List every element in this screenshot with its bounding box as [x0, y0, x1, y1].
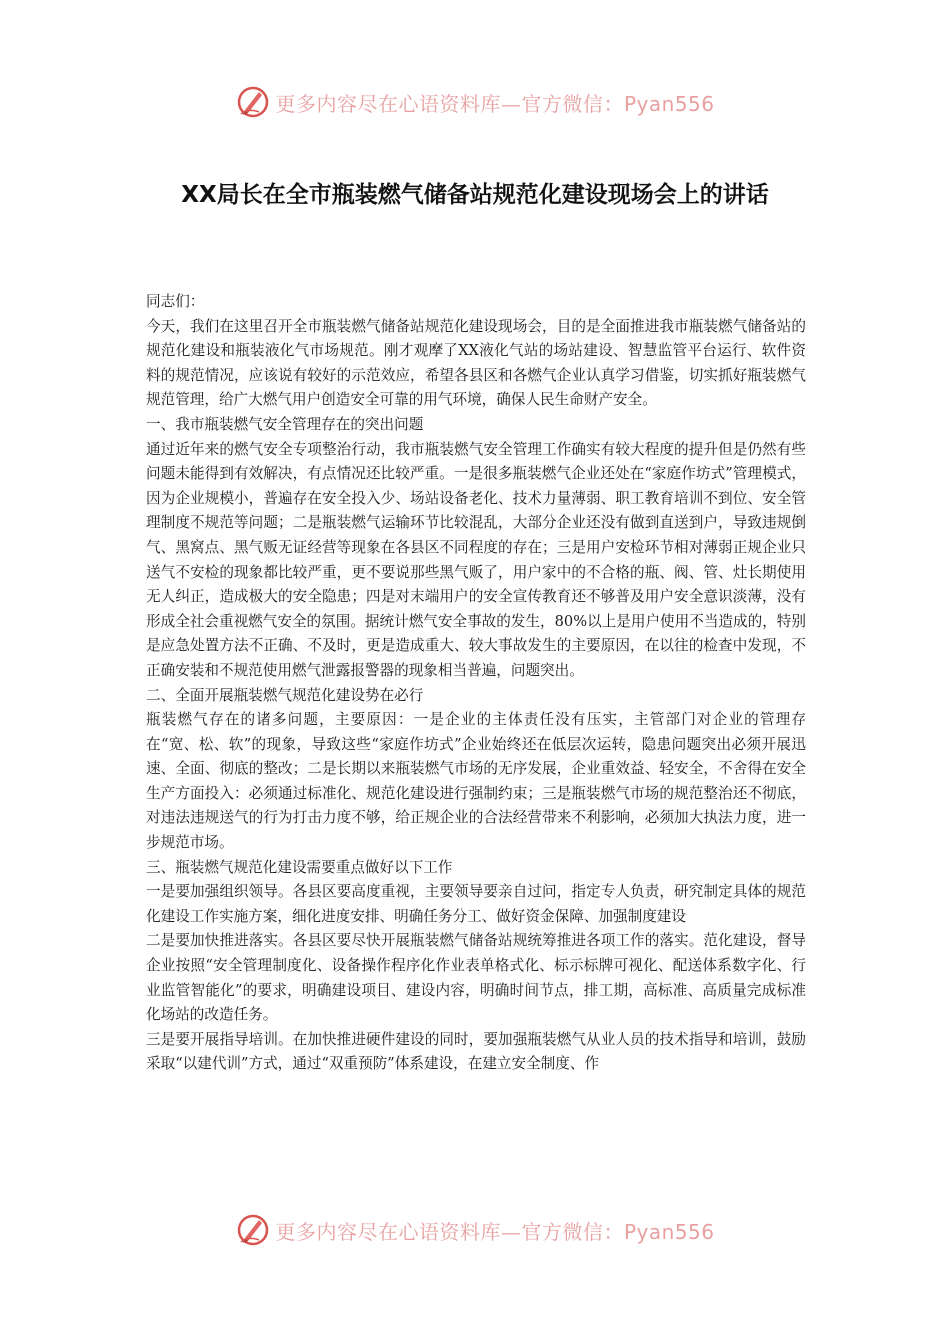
paragraph-task-2: 二是要加快推进落实。各县区要尽快开展瓶装燃气储备站规统筹推进各项工作的落实。范化建设，督导企业按照“安全管理制度化、设备操作程序化作业表单格式化、标示标牌可视化、配送体系数字化、行业监管智能化”的要求，明确建设项目、建设内容，明确时间节点，排工期，高标准、高质量完成标准化场站的改造任务。	[146, 932, 806, 1024]
pen-logo-icon	[235, 1212, 271, 1248]
document-title: XX局长在全市瓶装燃气储备站规范化建设现场会上的讲话	[181, 182, 769, 208]
banner-text	[275, 1216, 714, 1245]
banner-label: 更多内容尽在心语资料库—官方微信：	[275, 91, 624, 116]
header-banner	[0, 82, 950, 122]
paragraph-task-3: 三是要开展指导培训。在加快推进硬件建设的同时，要加强瓶装燃气从业人员的技术指导和培训，鼓励采取“以建代训”方式，通过“双重预防”体系建设，在建立安全制度、作	[146, 1030, 806, 1073]
pen-logo-icon	[235, 84, 271, 120]
section-heading-1: 一、我市瓶装燃气安全管理存在的突出问题	[146, 415, 424, 433]
banner-label: 更多内容尽在心语资料库—官方微信：	[275, 1219, 624, 1244]
banner-text	[275, 88, 714, 117]
paragraph-problems: 通过近年来的燃气安全专项整治行动，我市瓶装燃气安全管理工作确实有较大程度的提升但是仍然有些问题未能得到有效解决，有点情况还比较严重。一是很多瓶装燃气企业还处在“家庭作坊式”管理模式，因为企业规模小，普遍存在安全投入少、场站设备老化、技术力量薄弱、职工教育培训不到位、安全管理制度不规范等问题；二是瓶装燃气运输环节比较混乱，大部分企业还没有做到直送到户，导致违规倒气、黑窝点、黑气贩无证经营等现象在各县区不同程度的存在；三是用户安检环节相对薄弱正规企业只送气不安检的现象都比较严重，更不要说那些黑气贩了，用户家中的不合格的瓶、阀、管、灶长期使用无人纠正，造成极大的安全隐患；四是对末端用户的安全宣传教育还不够普及用户安全意识淡薄，没有形成全社会重视燃气安全的氛围。据统计燃气安全事故的发生，80%以上是用户使用不当造成的，特别是应急处置方法不正确、不及时，更是造成重大、较大事故发生的主要原因，在以往的检查中发现，不正确安装和不规范使用燃气泄露报警器的现象相当普遍，问题突出。	[146, 440, 806, 679]
wechat-id: Pyan556	[623, 1219, 715, 1244]
greeting: 同志们：	[146, 293, 205, 310]
paragraph-causes: 瓶装燃气存在的诸多问题，主要原因：一是企业的主体责任没有压实，主管部门对企业的管理存在“宽、松、软”的现象，导致这些“家庭作坊式”企业始终还在低层次运转，隐患问题突出必须开展迅速、全面、彻底的整改；二是长期以来瓶装燃气市场的无序发展，企业重效益、轻安全，不舍得在安全生产方面投入：必须通过标准化、规范化建设进行强制约束；三是瓶装燃气市场的规范整治还不彻底，对违法违规送气的行为打击力度不够，给正规企业的合法经营带来不利影响，必须加大执法力度，进一步规范市场。	[146, 711, 806, 852]
footer-banner	[0, 1210, 950, 1250]
document-body	[146, 290, 806, 1077]
paragraph-task-1: 一是要加强组织领导。各县区要高度重视，主要领导要亲自过问，指定专人负责，研究制定具体的规范化建设工作实施方案，细化进度安排、明确任务分工、做好资金保障、加强制度建设	[146, 883, 806, 925]
section-heading-3: 三、瓶装燃气规范化建设需要重点做好以下工作	[146, 858, 453, 876]
wechat-id: Pyan556	[623, 91, 715, 116]
paragraph-intro: 今天，我们在这里召开全市瓶装燃气储备站规范化建设现场会，目的是全面推进我市瓶装燃气储备站的规范化建设和瓶装液化气市场规范。刚才观摩了XX液化气站的场站建设、智慧监管平台运行、软件资料的规范情况，应该说有较好的示范效应，希望各县区和各燃气企业认真学习借鉴，切实抓好瓶装燃气规范管理，给广大燃气用户创造安全可靠的用气环境，确保人民生命财产安全。	[146, 317, 806, 409]
section-heading-2: 二、全面开展瓶装燃气规范化建设势在必行	[146, 686, 424, 704]
